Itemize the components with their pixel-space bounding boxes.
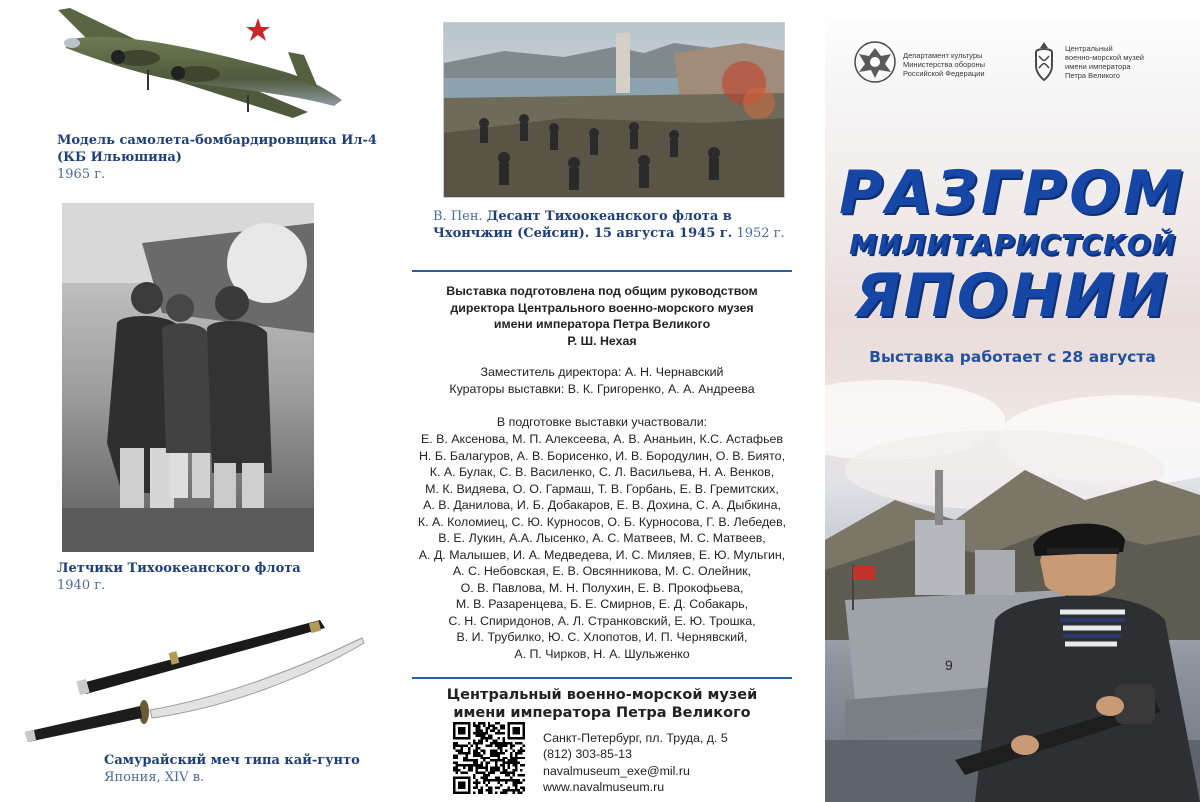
participants-line: К. А. Булак, С. В. Василенко, С. Л. Васильева, Н. А. Венков, bbox=[429, 465, 775, 479]
participants-line: М. В. Разаренцева, Б. Е. Смирнов, Е. Д. Собакарь, bbox=[455, 597, 749, 611]
painting-author: В. Пен. bbox=[433, 209, 483, 224]
painting-title: Десант Тихоокеанского флота в Чхончжин (Сейсин). 15 августа 1945 г. bbox=[433, 209, 733, 241]
staff-line: Кураторы выставки: В. К. Григоренко, А. А. Андреева bbox=[449, 381, 755, 396]
sword-caption bbox=[104, 752, 374, 786]
landing-painting bbox=[443, 22, 785, 198]
ship-number: 9 bbox=[945, 657, 953, 673]
museum-name bbox=[412, 686, 792, 722]
divider-top bbox=[412, 270, 792, 272]
pilots-photo-illustration bbox=[62, 203, 314, 552]
exhibition-dates: Выставка работает с 28 августа bbox=[869, 348, 1156, 366]
ministry-text-line: Министерства обороны bbox=[903, 60, 986, 69]
bomber-plane-image bbox=[48, 0, 346, 120]
contacts bbox=[543, 730, 728, 796]
ministry-text-line: Департамент культуры bbox=[903, 51, 983, 60]
title-line-3: ЯПОНИИ bbox=[854, 261, 1171, 331]
lead-line: директора Центрального военно-морского музея bbox=[450, 300, 754, 315]
participants-title: В подготовке выставки участвовали: bbox=[496, 415, 708, 429]
museum-text-line: имени императора bbox=[1065, 62, 1131, 71]
pilots-photo bbox=[62, 203, 314, 552]
participants-line: С. Н. Спиридонов, А. Л. Странковский, Е. Ю. Трошка, bbox=[448, 613, 756, 628]
cover-panel bbox=[825, 0, 1200, 802]
plane-caption bbox=[57, 132, 377, 183]
contact-email[interactable]: navalmuseum_exe@mil.ru bbox=[543, 763, 690, 778]
plane-caption-title: Модель самолета-бомбардировщика Ил-4 (КБ Ильюшина) bbox=[57, 133, 377, 165]
staff-line: Заместитель директора: А. Н. Чернавский bbox=[480, 365, 724, 379]
left-panel bbox=[0, 0, 395, 802]
ministry-text-line: Российской Федерации bbox=[903, 69, 985, 78]
katana-image bbox=[20, 608, 370, 748]
middle-panel bbox=[395, 0, 825, 802]
sailor-ship-illustration bbox=[825, 0, 1200, 802]
participants-line: В. Е. Лукин, А.А. Лысенко, А. С. Матвеев, М. С. Матвеев, bbox=[438, 531, 766, 545]
contact-website[interactable]: www.navalmuseum.ru bbox=[543, 780, 665, 795]
photo-caption-year: 1940 г. bbox=[57, 578, 106, 593]
participants-line: Е. В. Аксенова, М. П. Алексеева, А. В. Ананьин, К.С. Астафьев bbox=[420, 432, 784, 446]
museum-text-line: Центральный bbox=[1065, 44, 1113, 53]
title-line-1: РАЗГРОМ bbox=[839, 158, 1186, 228]
contact-phone[interactable]: (812) 303-85-13 bbox=[543, 747, 632, 762]
lead-line: имени императора Петра Великого bbox=[493, 317, 711, 331]
sword-caption-year: Япония, XIV в. bbox=[104, 770, 205, 785]
photo-caption bbox=[57, 560, 357, 594]
participants-line: К. А. Коломиец, С. Ю. Курносов, О. Б. Курносова, Г. В. Лебедев, bbox=[417, 514, 787, 529]
exhibition-lead bbox=[412, 283, 792, 349]
sword-caption-title: Самурайский меч типа кай-гунто bbox=[104, 753, 360, 768]
painting-year: 1952 г. bbox=[736, 226, 785, 241]
museum-text-line: военно-морской музей bbox=[1065, 53, 1144, 62]
participants-list bbox=[412, 431, 792, 662]
ministry-emblem-icon bbox=[853, 40, 897, 84]
divider-bottom bbox=[412, 677, 792, 679]
title-line-2: МИЛИТАРИСТСКОЙ bbox=[848, 228, 1177, 261]
qr-code-icon[interactable] bbox=[453, 722, 525, 794]
participants-line: О. В. Павлова, М. Н. Полухин, Е. В. Прокофьева, bbox=[460, 580, 744, 595]
museum-name-line: Центральный военно-морской музей bbox=[446, 687, 758, 703]
photo-caption-title: Летчики Тихоокеанского флота bbox=[57, 561, 301, 576]
lead-line: Р. Ш. Нехая bbox=[567, 333, 637, 348]
painting-caption bbox=[433, 208, 803, 242]
museum-name-line: имени императора Петра Великого bbox=[453, 705, 751, 721]
participants-line: А. Д. Малышев, И. А. Медведева, И. С. Миляев, Е. Ю. Мульгин, bbox=[418, 547, 786, 562]
participants-line: А. П. Чирков, Н. А. Шульженко bbox=[514, 646, 690, 661]
participants-line: Н. Б. Балагуров, А. В. Борисенко, И. В. Бородулин, О. В. Биято, bbox=[418, 448, 786, 463]
participants-line: А. С. Небовская, Е. В. Овсянникова, М. С. Олейник, bbox=[452, 564, 752, 578]
contact-address: Санкт-Петербург, пл. Труда, д. 5 bbox=[543, 731, 728, 745]
plane-caption-year: 1965 г. bbox=[57, 167, 106, 182]
museum-text-line: Петра Великого bbox=[1065, 71, 1120, 80]
exhibition-staff bbox=[412, 364, 792, 397]
lead-line: Выставка подготовлена под общим руководством bbox=[446, 284, 758, 298]
participants-line: В. И. Трубилко, Ю. С. Хлопотов, И. П. Чернявский, bbox=[456, 630, 748, 644]
museum-emblem-icon bbox=[1030, 40, 1058, 84]
participants-line: А. В. Данилова, И. Б. Добакаров, Е. В. Дохина, С. А. Дыбкина, bbox=[423, 498, 781, 512]
museum-emblem-text bbox=[1065, 44, 1180, 80]
ministry-emblem-text bbox=[903, 51, 1013, 78]
participants-line: М. К. Видяева, О. О. Гармаш, Т. В. Горбань, Е. В. Гремитских, bbox=[425, 481, 779, 496]
landing-painting-illustration bbox=[444, 23, 785, 198]
